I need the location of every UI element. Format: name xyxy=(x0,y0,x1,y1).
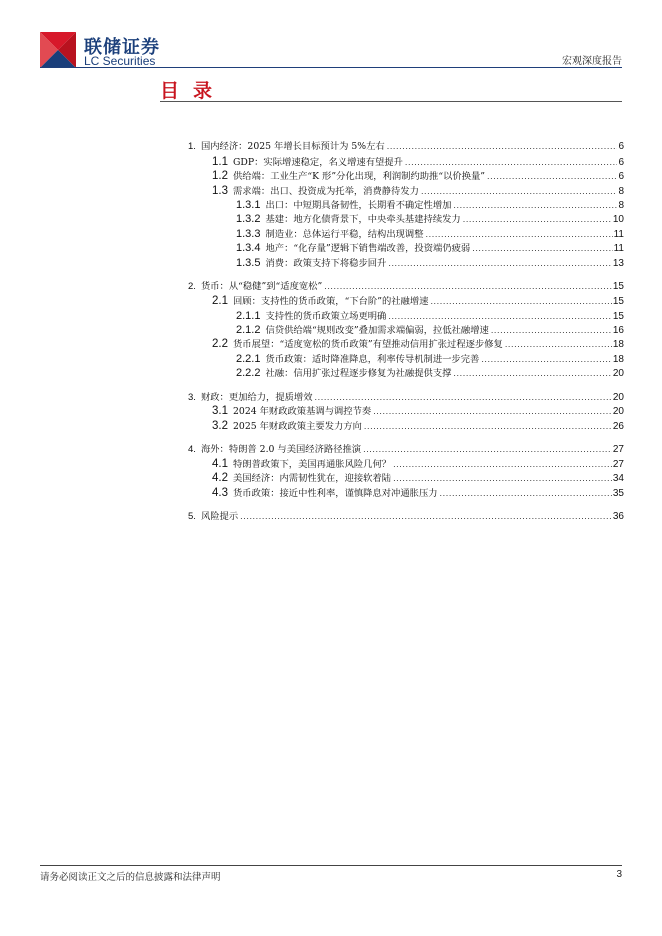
toc-dot-leader xyxy=(324,280,612,292)
toc-entry-number: 2.1.2 xyxy=(236,324,261,336)
toc-entry-page: 27 xyxy=(612,459,624,470)
toc-entry-title: 社融：信用扩张过程逐步修复为社融提供支撑 xyxy=(265,368,452,379)
toc-entry-title: 2024 年财政政策基调与调控节奏 xyxy=(233,406,372,417)
toc-entry-title: 货币展望：“适度宽松的货币政策”有望推动信用扩张过程逐步修复 xyxy=(233,339,503,350)
toc-dot-leader xyxy=(505,338,612,350)
toc-entry-title: 风险提示 xyxy=(200,511,239,522)
toc-entry-title: 供给端：工业生产“K 形”分化出现，利润制约助推“以价换量” xyxy=(233,171,486,182)
toc-dot-leader xyxy=(393,458,612,470)
toc-entry-number: 1.3 xyxy=(212,185,228,197)
toc-entry-number: 2. xyxy=(188,281,196,292)
toc-title-divider xyxy=(160,101,622,102)
toc-dot-leader xyxy=(481,353,612,365)
toc-entry-number: 2.1 xyxy=(212,295,228,307)
toc-entry-page: 6 xyxy=(618,171,624,182)
toc-entry[interactable] xyxy=(188,280,624,293)
toc-entry-title: 美国经济：内需韧性犹在，迎接软着陆 xyxy=(233,473,392,484)
toc-entry[interactable] xyxy=(212,156,624,169)
toc-entry-title: 国内经济：2025 年增长目标预计为 5%左右 xyxy=(200,141,385,152)
toc-entry-page: 18 xyxy=(612,339,624,350)
toc-dot-leader xyxy=(388,257,612,269)
toc-entry-title: 回顾：支持性的货币政策，“下台阶”的社融增速 xyxy=(233,296,429,307)
toc-entry-number: 2.2.2 xyxy=(236,367,261,379)
toc-dot-leader xyxy=(453,199,617,211)
toc-entry-title: 需求端：出口、投资成为托举，消费静待发力 xyxy=(233,186,419,197)
toc-entry-page: 8 xyxy=(618,186,624,197)
toc-entry[interactable] xyxy=(212,185,624,198)
toc-entry-page: 13 xyxy=(612,258,624,269)
toc-entry-page: 6 xyxy=(618,141,624,152)
toc-entry[interactable] xyxy=(212,458,624,471)
toc-entry[interactable] xyxy=(236,242,624,255)
toc-entry-number: 1.1 xyxy=(212,156,228,168)
toc-entry-number: 3.2 xyxy=(212,420,228,432)
toc-entry-title: 信贷供给端“规则改变”叠加需求端偏弱，拉低社融增速 xyxy=(265,325,489,336)
toc-entry-page: 15 xyxy=(612,311,624,322)
toc-entry-number: 2.2 xyxy=(212,338,228,350)
brand-name-cn: 联储证券 xyxy=(84,37,160,58)
toc-entry[interactable] xyxy=(212,170,624,183)
toc-entry-title: 地产：“化存量”逻辑下销售端改善，投资端仍疲弱 xyxy=(265,243,471,254)
toc-entry[interactable] xyxy=(212,405,624,418)
toc-entry-number: 3.1 xyxy=(212,405,228,417)
toc-entry-title: 支持性的货币政策立场更明确 xyxy=(265,311,387,322)
toc-entry[interactable] xyxy=(212,338,624,351)
toc-entry-number: 1.3.3 xyxy=(236,228,261,240)
toc-dot-leader xyxy=(440,487,612,499)
toc-entry-page: 8 xyxy=(618,200,624,211)
toc-dot-leader xyxy=(363,443,612,455)
toc-entry-page: 11 xyxy=(613,243,624,254)
toc-entry[interactable] xyxy=(188,391,624,404)
toc-entry-page: 16 xyxy=(612,325,624,336)
toc-entry[interactable] xyxy=(188,510,624,523)
toc-entry[interactable] xyxy=(212,420,624,433)
brand-name-en: LC Securities xyxy=(84,54,156,68)
toc-entry[interactable] xyxy=(212,472,624,485)
toc-entry-title: 制造业：总体运行平稳，结构出现调整 xyxy=(265,229,424,240)
toc-entry[interactable] xyxy=(212,487,624,500)
report-type: 宏观深度报告 xyxy=(562,56,622,67)
toc-entry-page: 34 xyxy=(612,473,624,484)
toc-dot-leader xyxy=(421,185,617,197)
toc-entry-page: 35 xyxy=(612,488,624,499)
page-header xyxy=(0,0,662,80)
toc-entry-title: 特朗普政策下，美国再通胀风险几何？ xyxy=(233,459,392,470)
toc-entry[interactable] xyxy=(212,295,624,308)
toc-entry-title: 货币：从“稳健”到“适度宽松” xyxy=(200,281,323,292)
toc-entry-page: 15 xyxy=(612,281,624,292)
toc-entry-page: 20 xyxy=(612,392,624,403)
toc-entry[interactable] xyxy=(236,353,624,366)
toc-entry-page: 27 xyxy=(612,444,624,455)
toc-entry[interactable] xyxy=(236,257,624,270)
toc-dot-leader xyxy=(491,324,612,336)
toc-dot-leader xyxy=(240,510,612,522)
toc-entry-number: 5. xyxy=(188,511,196,522)
toc-dot-leader xyxy=(373,405,612,417)
toc-entry-title: 出口：中短期具备韧性，长期看不确定性增加 xyxy=(265,200,452,211)
toc-entry-number: 3. xyxy=(188,392,196,403)
toc-dot-leader xyxy=(393,472,612,484)
toc-dot-leader xyxy=(388,310,612,322)
toc-entry-page: 18 xyxy=(612,354,624,365)
toc-entry-page: 15 xyxy=(612,296,624,307)
toc-entry[interactable] xyxy=(236,367,624,380)
toc-entry-number: 4. xyxy=(188,444,196,455)
toc-dot-leader xyxy=(463,213,612,225)
toc-dot-leader xyxy=(364,420,612,432)
toc-entry-title: 2025 年财政政策主要发力方向 xyxy=(233,421,362,432)
toc-entry-title: GDP：实际增速稳定，名义增速有望提升 xyxy=(233,157,403,168)
toc-entry-number: 1.3.5 xyxy=(236,257,261,269)
toc-entry-page: 6 xyxy=(618,157,624,168)
toc-entry-page: 20 xyxy=(612,368,624,379)
toc-dot-leader xyxy=(430,295,611,307)
toc-dot-leader xyxy=(315,391,612,403)
toc-entry-number: 4.3 xyxy=(212,487,228,499)
toc-entry[interactable] xyxy=(236,310,624,323)
header-divider xyxy=(40,67,622,68)
toc-entry[interactable] xyxy=(236,324,624,337)
toc-dot-leader xyxy=(487,170,617,182)
toc-entry-title: 财政：更加给力，提质增效 xyxy=(200,392,313,403)
toc-entry-number: 1.3.2 xyxy=(236,213,261,225)
toc-entry-number: 2.2.1 xyxy=(236,353,261,365)
toc-entry-page: 20 xyxy=(612,406,624,417)
toc-entry-title: 货币政策：适时降准降息，利率传导机制进一步完善 xyxy=(265,354,480,365)
toc-entry-number: 1.3.4 xyxy=(236,242,261,254)
footer-disclaimer: 请务必阅读正文之后的信息披露和法律声明 xyxy=(40,872,221,883)
toc-entry-number: 1.3.1 xyxy=(236,199,261,211)
toc-entry-number: 4.1 xyxy=(212,458,228,470)
toc-entry-number: 1. xyxy=(188,141,196,152)
toc-entry-number: 1.2 xyxy=(212,170,228,182)
toc-dot-leader xyxy=(387,140,618,152)
toc-entry-title: 消费：政策支持下将稳步回升 xyxy=(265,258,387,269)
toc-dot-leader xyxy=(472,242,612,254)
toc-entry[interactable] xyxy=(188,140,624,153)
toc-entry-title: 海外：特朗普 2.0 与美国经济路径推演 xyxy=(200,444,362,455)
page-number: 3 xyxy=(616,869,622,880)
toc-entry-page: 36 xyxy=(612,511,624,522)
toc-entry[interactable] xyxy=(236,199,624,212)
toc-entry-title: 货币政策：接近中性利率，谨慎降息对冲通胀压力 xyxy=(233,488,438,499)
toc-dot-leader xyxy=(453,367,611,379)
toc-entry[interactable] xyxy=(188,443,624,456)
toc-dot-leader xyxy=(405,156,618,168)
toc-entry-number: 2.1.1 xyxy=(236,310,261,322)
toc-dot-leader xyxy=(426,228,613,240)
lc-securities-logo-icon xyxy=(40,32,76,68)
footer-divider xyxy=(40,865,622,866)
toc-entry-number: 4.2 xyxy=(212,472,228,484)
toc-entry-page: 26 xyxy=(612,421,624,432)
toc-entry-page: 11 xyxy=(613,229,624,240)
toc-entry-page: 10 xyxy=(612,214,624,225)
toc-entry[interactable] xyxy=(236,213,624,226)
toc-title: 目录 xyxy=(160,80,227,102)
toc-entry-title: 基建：地方化债背景下，中央牵头基建持续发力 xyxy=(265,214,461,225)
toc-entry[interactable] xyxy=(236,228,624,241)
